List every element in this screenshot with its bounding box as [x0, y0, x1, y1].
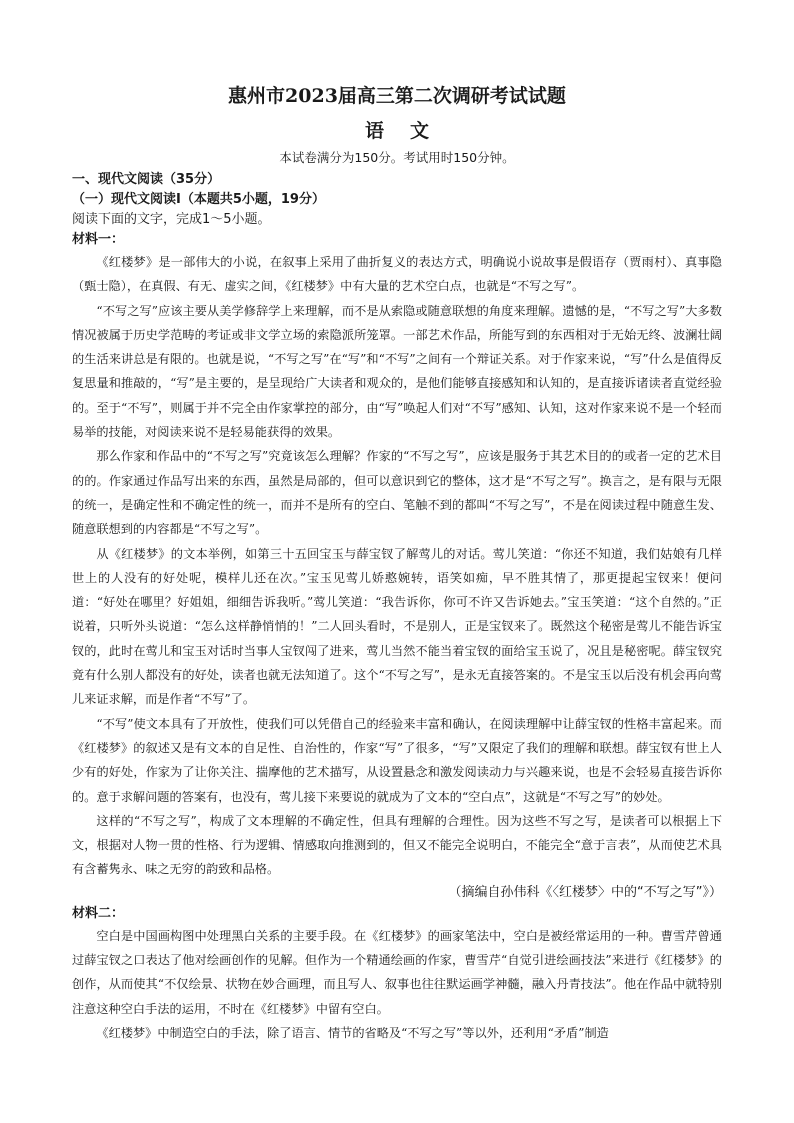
material1-paragraph: “不写之写”应该主要从美学修辞学上来理解，而不是从索隐或随意联想的角度来理解。遗憾的是，“不写之写”大多数情况被属于历史学范畴的考证或非文学立场的索隐派所笼罩。一部艺术作品，所能写到的东西相对于无始无终、波澜壮阔的生活来讲总是有限的。也就是说，“不写之写”在“写”和“不写”之间有一个辩证关系。对于作家来说，“写”什么是值得反复思量和推敲的，“写”是主要的，是呈现给广大读者和观众的，是他们能够直接感知和认知的，是直接诉诸读者直觉经验的。至于“不写”，则属于并不完全由作家掌控的部分，由“写”唤起人们对“不写”感知、认知，这对作家来说不是一个轻而易举的技能，对阅读来说不是轻易能获得的效果。	[72, 303, 722, 440]
material2-label: 材料二：	[72, 905, 125, 921]
exam-note: 本试卷满分为150分。考试用时150分钟。	[279, 150, 515, 165]
section-heading: 一、现代文阅读（35分）	[72, 172, 221, 187]
subsection-heading: （一）现代文阅读Ⅰ（本题共5小题，19分）	[72, 192, 325, 207]
material1-label: 材料一：	[72, 232, 125, 247]
subject-title: 语文	[364, 120, 455, 142]
material1-source: （摘编自孙伟科《〈红楼梦〉中的“不写之写”》）	[448, 884, 722, 900]
material2-paragraph: 空白是中国画构图中处理黑白关系的主要手段。在《红楼梦》的画家笔法中，空白是被经常运用的一种。曹雪芹曾通过薛宝钗之口表达了他对绘画创作的见解。但作为一个精通绘画的作家，曹雪芹“自觉引进绘画技法”来进行《红楼梦》的创作，从而使其“不仅绘景、状物在妙合画理，而且写人、叙事也往往默运画学神髓，融入丹青技法”。他在作品中就特别注意这种空白手法的运用，不时在《红楼梦》中留有空白。	[72, 928, 722, 1016]
material1-paragraph: 这样的“不写之写”，构成了文本理解的不确定性，但具有理解的合理性。因为这些不写之写，是读者可以根据上下文，根据对人物一贯的性格、行为逻辑、情感取向推测到的，但又不能完全说明白，不能完全“意于言表”，从而使艺术具有含蓄隽永、味之无穷的韵致和品格。	[72, 813, 722, 877]
material1-paragraph: 《红楼梦》是一部伟大的小说，在叙事上采用了曲折复义的表达方式，明确说小说故事是假语存（贾雨村）、真事隐（甄士隐），在真假、有无、虚实之间，《红楼梦》中有大量的艺术空白点，也就是“不写之写”。	[72, 255, 722, 294]
material1-paragraph: “不写”使文本具有了开放性，使我们可以凭借自己的经验来丰富和确认，在阅读理解中让薛宝钗的性格丰富起来。而《红楼梦》的叙述又是有文本的自足性、自治性的，作家“写”了很多，“写”又限定了我们的理解和联想。薛宝钗有世上人少有的好处，作家为了让你关注、揣摩他的艺术描写，从设置悬念和激发阅读动力与兴趣来说，也是不会轻易直接告诉你的。意于求解问题的答案有，也没有，莺儿接下来要说的就成为了文本的“空白点”，这就是“不写之写”的妙处。	[72, 716, 722, 804]
material1-paragraph: 从《红楼梦》的文本举例，如第三十五回宝玉与薛宝钗了解莺儿的对话。莺儿笑道：“你还不知道，我们姑娘有几样世上的人没有的好处呢，模样儿还在次。”宝玉见莺儿娇憨婉转，语笑如痴，早不胜其情了，那更提起宝钗来！便问道：“好处在哪里？好姐姐，细细告诉我听。”莺儿笑道：“我告诉你，你可不许又告诉她去。”宝玉笑道：“这个自然的。”正说着，只听外头说道：“怎么这样静悄悄的！”二人回头看时，不是别人，正是宝钗来了。既然这个秘密是莺儿不能告诉宝钗的，此时在莺儿和宝玉对话时当事人宝钗闯了进来，莺儿当然不能当着宝钗的面给宝玉说了，况且是秘密呢。薛宝钗究竟有什么别人都没有的好处，读者也就无法知道了。这个“不写之写”，是永无直接答案的。不是宝玉以后没有机会再向莺儿来证求解，而是作者“不写”了。	[72, 546, 722, 707]
exam-title: 惠州市2023届高三第二次调研考试试题	[228, 85, 566, 107]
material1-paragraph: 那么作家和作品中的“不写之写”究竟该怎么理解？作家的“不写之写”，应该是服务于其艺术目的的或者一定的艺术目的的。作家通过作品写出来的东西，虽然是局部的，但可以意识到它的整体，这才是“不写之写”。换言之，是有限与无限的统一，是确定性和不确定性的统一，而并不是所有的空白、笔触不到的都叫“不写之写”，不是在阅读过程中随意生发、随意联想到的内容都是“不写之写”。	[72, 449, 722, 537]
reading-instruction: 阅读下面的文字，完成1～5小题。	[72, 212, 271, 227]
material2-paragraph: 《红楼梦》中制造空白的手法，除了语言、情节的省略及“不写之写”等以外，还利用“矛盾”制造	[96, 1025, 609, 1040]
